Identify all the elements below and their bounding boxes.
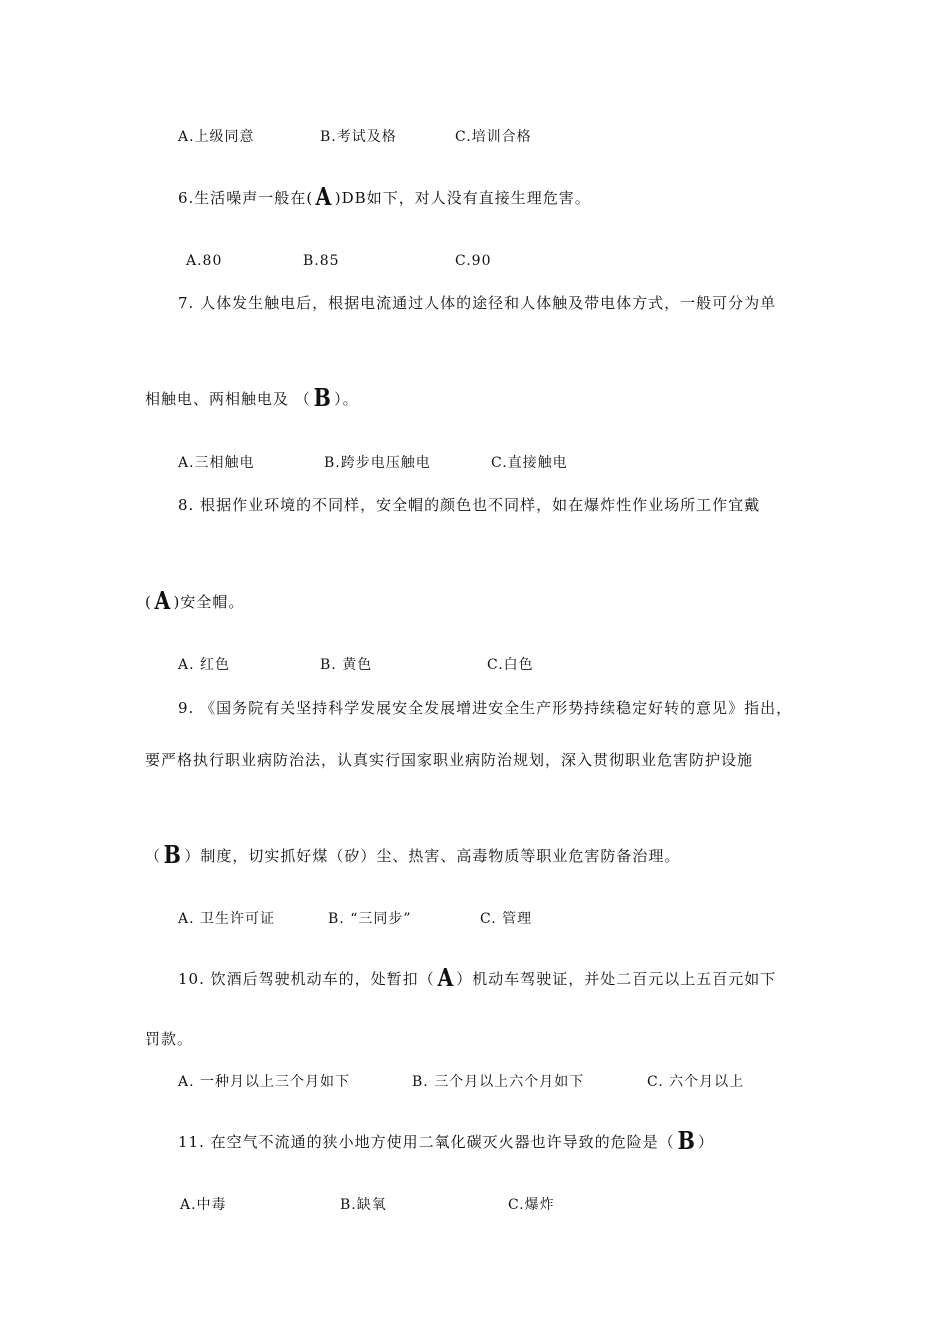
q10-answer: A xyxy=(437,963,454,992)
q7-question-line2 xyxy=(145,383,359,412)
q8-paren-open: ( xyxy=(145,593,152,611)
q7-option-c: C.直接触电 xyxy=(491,455,568,471)
q9-text-after: ）制度，切实抓好煤（矽）尘、热害、高毒物质等职业危害防备治理。 xyxy=(184,847,681,865)
q9-option-b: B. “三同步” xyxy=(328,911,412,927)
q8-text-after: 安全帽。 xyxy=(180,593,245,611)
q7-answer: B xyxy=(313,383,332,412)
q8-question-line2 xyxy=(145,586,245,615)
q10-question-line1 xyxy=(178,963,777,992)
q6-option-a: A.80 xyxy=(186,253,223,269)
q9-option-a: A. 卫生许可证 xyxy=(178,911,276,927)
q6-text-after: DB如下，对人没有直接生理危害。 xyxy=(341,189,591,207)
q9-text-before: （ xyxy=(145,847,162,865)
q6-answer: A xyxy=(315,182,333,211)
q11-option-c: C.爆炸 xyxy=(508,1197,555,1213)
q6-option-b: B.85 xyxy=(303,253,340,269)
q7-option-a: A.三相触电 xyxy=(178,455,255,471)
q11-question-line1 xyxy=(178,1126,714,1155)
q5-option-c: C.培训合格 xyxy=(455,129,532,145)
q8-option-c: C.白色 xyxy=(487,657,534,673)
q6-question xyxy=(178,182,591,211)
q11-text-before: 11. 在空气不流通的狭小地方使用二氧化碳灭火器也许导致的危险是（ xyxy=(178,1133,675,1151)
q6-paren-open: ( xyxy=(306,189,314,207)
q9-question-line2: 要严格执行职业病防治法，认真实行国家职业病防治规划，深入贯彻职业危害防护设施 xyxy=(145,751,754,769)
q8-paren-close: ) xyxy=(173,593,181,611)
q10-option-b: B. 三个月以上六个月如下 xyxy=(412,1074,585,1090)
q9-option-c: C. 管理 xyxy=(480,911,533,927)
q6-option-c: C.90 xyxy=(455,253,492,269)
q8-question-line1: 8. 根据作业环境的不同样，安全帽的颜色也不同样，如在爆炸性作业场所工作宜戴 xyxy=(178,496,761,514)
q11-answer: B xyxy=(677,1126,696,1155)
q5-option-b: B.考试及格 xyxy=(320,129,397,145)
q9-answer: B xyxy=(163,840,182,869)
q10-text-after: ）机动车驾驶证，并处二百元以上五百元如下 xyxy=(456,970,777,988)
q10-option-c: C. 六个月以上 xyxy=(647,1074,745,1090)
q5-option-a: A.上级同意 xyxy=(178,129,255,145)
q8-answer: A xyxy=(154,586,172,615)
q9-question-line1: 9. 《国务院有关坚持科学发展安全发展增进安全生产形势持续稳定好转的意见》指出， xyxy=(178,699,793,717)
q7-text-before: 相触电、两相触电及 （ xyxy=(145,390,311,408)
q8-option-a: A. 红色 xyxy=(178,657,231,673)
q10-question-line2: 罚款。 xyxy=(145,1030,194,1048)
q8-option-b: B. 黄色 xyxy=(320,657,373,673)
q11-text-after: ） xyxy=(697,1133,714,1151)
q10-text-before: 10. 饮酒后驾驶机动车的，处暂扣（ xyxy=(178,970,435,988)
q6-text-before: 6.生活噪声一般在 xyxy=(178,189,307,207)
q11-option-a: A.中毒 xyxy=(180,1197,227,1213)
q10-option-a: A. 一种月以上三个月如下 xyxy=(178,1074,351,1090)
q7-option-b: B.跨步电压触电 xyxy=(324,455,431,471)
q6-paren-close: ) xyxy=(334,189,342,207)
q9-question-line3 xyxy=(145,840,681,869)
q7-question-line1: 7. 人体发生触电后，根据电流通过人体的途径和人体触及带电体方式，一般可分为单 xyxy=(178,294,777,312)
q11-option-b: B.缺氧 xyxy=(340,1197,387,1213)
q7-text-after: ）。 xyxy=(334,390,359,408)
